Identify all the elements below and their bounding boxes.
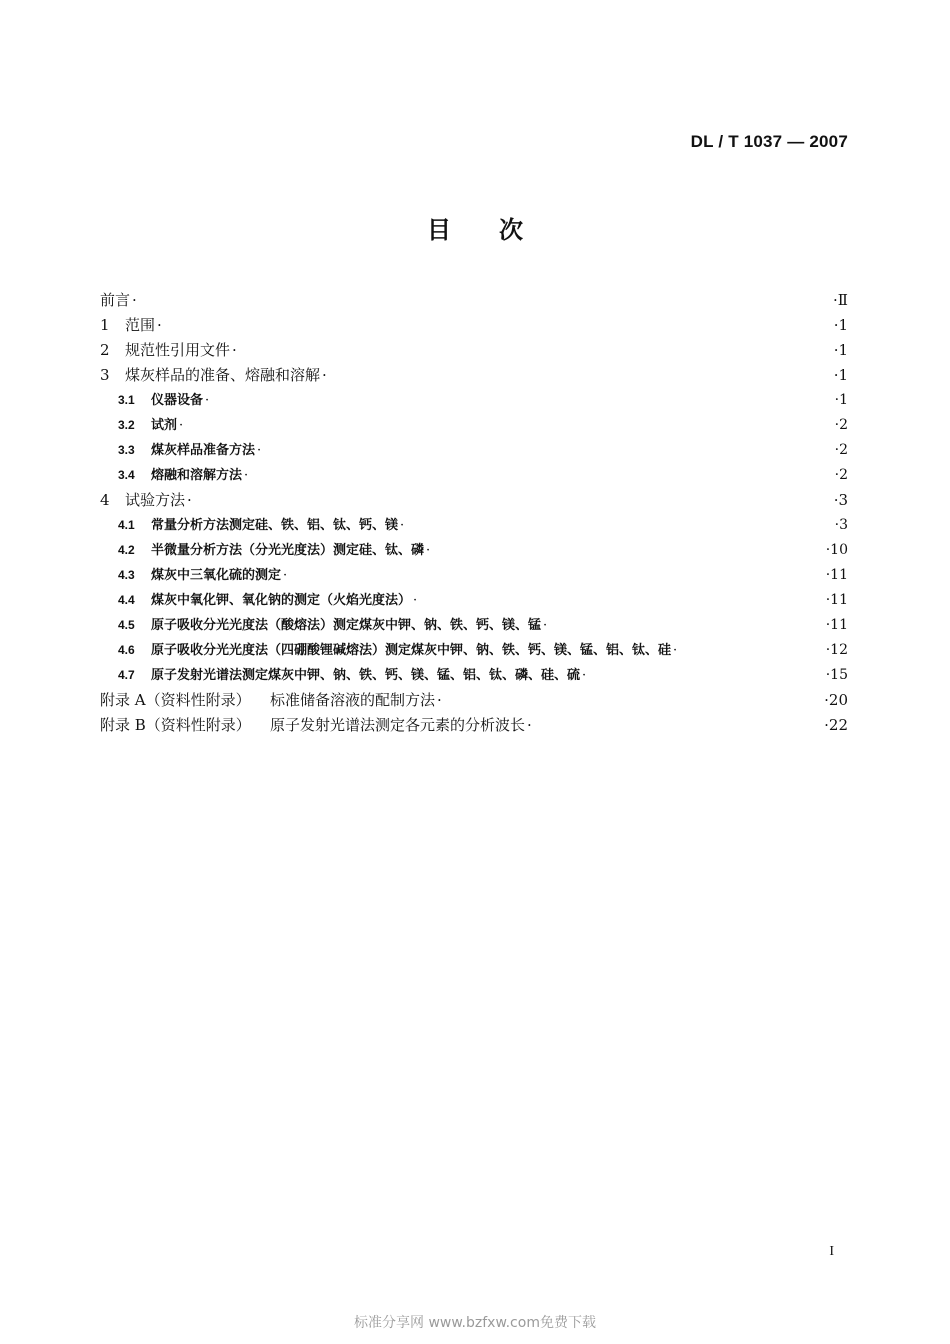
toc-entry-page: ·11 xyxy=(825,617,848,633)
toc-entry-text: 原子吸收分光光度法（四硼酸锂碱熔法）测定煤灰中钾、钠、铁、钙、镁、锰、铝、钛、硅 xyxy=(151,643,672,658)
toc-entry-page: ·Ⅱ xyxy=(833,291,848,309)
toc-entry-text: 原子吸收分光光度法（酸熔法）测定煤灰中钾、钠、铁、钙、镁、锰 xyxy=(151,618,542,633)
toc-entry-number: 4.6 xyxy=(118,643,135,657)
toc-entry-page: ·2 xyxy=(834,417,848,433)
toc-entry-appendix-a[interactable]: 附录 A（资料性附录） 标准储备溶液的配制方法 · ·20 xyxy=(100,688,848,713)
toc-entry-page: ·10 xyxy=(825,542,848,558)
toc-entry-number: 附录 A（资料性附录） xyxy=(100,691,251,709)
toc-entry-number: 4.2 xyxy=(118,543,135,557)
toc-entry-4-2[interactable]: 4.2 半微量分析方法（分光光度法）测定硅、钛、磷 · ·10 xyxy=(100,538,848,563)
toc-entry-3-1[interactable]: 3.1 仪器设备 · ·1 xyxy=(100,388,848,413)
toc-entry-3-3[interactable]: 3.3 煤灰样品准备方法 · ·2 xyxy=(100,438,848,463)
toc-entry-4-5[interactable]: 4.5 原子吸收分光光度法（酸熔法）测定煤灰中钾、钠、铁、钙、镁、锰 · ·11 xyxy=(100,613,848,638)
toc-entry-3-4[interactable]: 3.4 熔融和溶解方法 · ·2 xyxy=(100,463,848,488)
toc-entry-4-3[interactable]: 4.3 煤灰中三氧化硫的测定 · ·11 xyxy=(100,563,848,588)
watermark: 标准分享网 www.bzfxw.com免费下载 xyxy=(354,1315,596,1331)
toc-entry-4[interactable]: 4 试验方法 · ·3 xyxy=(100,488,848,513)
toc-entry-number: 附录 B（资料性附录） xyxy=(100,716,251,734)
toc-entry-number: 4.5 xyxy=(118,618,135,632)
toc-entry-2[interactable]: 2 规范性引用文件 · ·1 xyxy=(100,338,848,363)
toc-entry-number: 4.1 xyxy=(118,518,135,532)
toc-entry-3-2[interactable]: 3.2 试剂 · ·2 xyxy=(100,413,848,438)
toc-entry-page: ·12 xyxy=(825,642,848,658)
toc-entry-number: 3.2 xyxy=(118,418,135,432)
toc-entry-text: 标准储备溶液的配制方法 xyxy=(270,691,436,709)
toc-entry-3[interactable]: 3 煤灰样品的准备、熔融和溶解 · ·1 xyxy=(100,363,848,388)
table-of-contents xyxy=(100,288,848,738)
toc-entry-text: 范围 xyxy=(125,316,156,334)
standard-number: DL / T 1037 — 2007 xyxy=(690,132,848,151)
toc-entry-page: ·2 xyxy=(834,467,848,483)
toc-entry-text: 原子发射光谱法测定煤灰中钾、钠、铁、钙、镁、锰、铝、钛、磷、硅、硫 xyxy=(151,668,581,683)
toc-entry-text: 前言 xyxy=(100,291,131,309)
toc-entry-1[interactable]: 1 范围 · ·1 xyxy=(100,313,848,338)
toc-entry-foreword[interactable]: 前言 · ·Ⅱ xyxy=(100,288,848,313)
toc-entry-text: 规范性引用文件 xyxy=(125,341,231,359)
toc-entry-page: ·15 xyxy=(825,667,848,683)
toc-entry-text: 试剂 xyxy=(151,418,178,433)
toc-entry-4-4[interactable]: 4.4 煤灰中氧化钾、氧化钠的测定（火焰光度法） · ·11 xyxy=(100,588,848,613)
toc-entry-number: 3 xyxy=(100,366,110,384)
toc-entry-text: 煤灰中氧化钾、氧化钠的测定（火焰光度法） xyxy=(151,593,412,608)
toc-title xyxy=(0,210,950,245)
toc-entry-text: 半微量分析方法（分光光度法）测定硅、钛、磷 xyxy=(151,543,425,558)
toc-title-char-1: 目 xyxy=(427,216,451,244)
toc-entry-page: ·1 xyxy=(833,366,848,384)
toc-entry-page: ·11 xyxy=(825,567,848,583)
toc-entry-text: 煤灰样品准备方法 xyxy=(151,443,256,458)
toc-entry-page: ·1 xyxy=(833,341,848,359)
toc-entry-text: 熔融和溶解方法 xyxy=(151,468,243,483)
toc-entry-number: 4.3 xyxy=(118,568,135,582)
toc-entry-page: ·20 xyxy=(824,691,848,709)
toc-entry-number: 4 xyxy=(100,491,110,509)
toc-entry-text: 试验方法 xyxy=(125,491,186,509)
toc-entry-text: 常量分析方法测定硅、铁、铝、钛、钙、镁 xyxy=(151,518,399,533)
toc-title-char-2: 次 xyxy=(499,216,523,244)
toc-entry-page: ·1 xyxy=(834,392,848,408)
toc-entry-number: 4.4 xyxy=(118,593,135,607)
toc-entry-page: ·2 xyxy=(834,442,848,458)
toc-entry-page: ·22 xyxy=(824,716,848,734)
toc-entry-number: 1 xyxy=(100,316,110,334)
toc-entry-4-7[interactable]: 4.7 原子发射光谱法测定煤灰中钾、钠、铁、钙、镁、锰、铝、钛、磷、硅、硫 · ·15 xyxy=(100,663,848,688)
toc-entry-text: 煤灰中三氧化硫的测定 xyxy=(151,568,282,583)
page-folio: I xyxy=(829,1244,834,1259)
toc-entry-appendix-b[interactable]: 附录 B（资料性附录） 原子发射光谱法测定各元素的分析波长 · ·22 xyxy=(100,713,848,738)
toc-entry-4-1[interactable]: 4.1 常量分析方法测定硅、铁、铝、钛、钙、镁 · ·3 xyxy=(100,513,848,538)
toc-entry-text: 仪器设备 xyxy=(151,393,204,408)
toc-entry-4-6[interactable]: 4.6 原子吸收分光光度法（四硼酸锂碱熔法）测定煤灰中钾、钠、铁、钙、镁、锰、铝、钛、硅 · ·12 xyxy=(100,638,848,663)
toc-entry-page: ·11 xyxy=(825,592,848,608)
toc-entry-page: ·3 xyxy=(834,517,848,533)
toc-entry-page: ·1 xyxy=(833,316,848,334)
toc-entry-page: ·3 xyxy=(833,491,848,509)
toc-entry-number: 3.1 xyxy=(118,393,135,407)
toc-entry-text: 原子发射光谱法测定各元素的分析波长 xyxy=(270,716,526,734)
toc-entry-number: 2 xyxy=(100,341,110,359)
toc-entry-number: 3.4 xyxy=(118,468,135,482)
toc-entry-number: 4.7 xyxy=(118,668,135,682)
toc-entry-text: 煤灰样品的准备、熔融和溶解 xyxy=(125,366,321,384)
toc-entry-number: 3.3 xyxy=(118,443,135,457)
